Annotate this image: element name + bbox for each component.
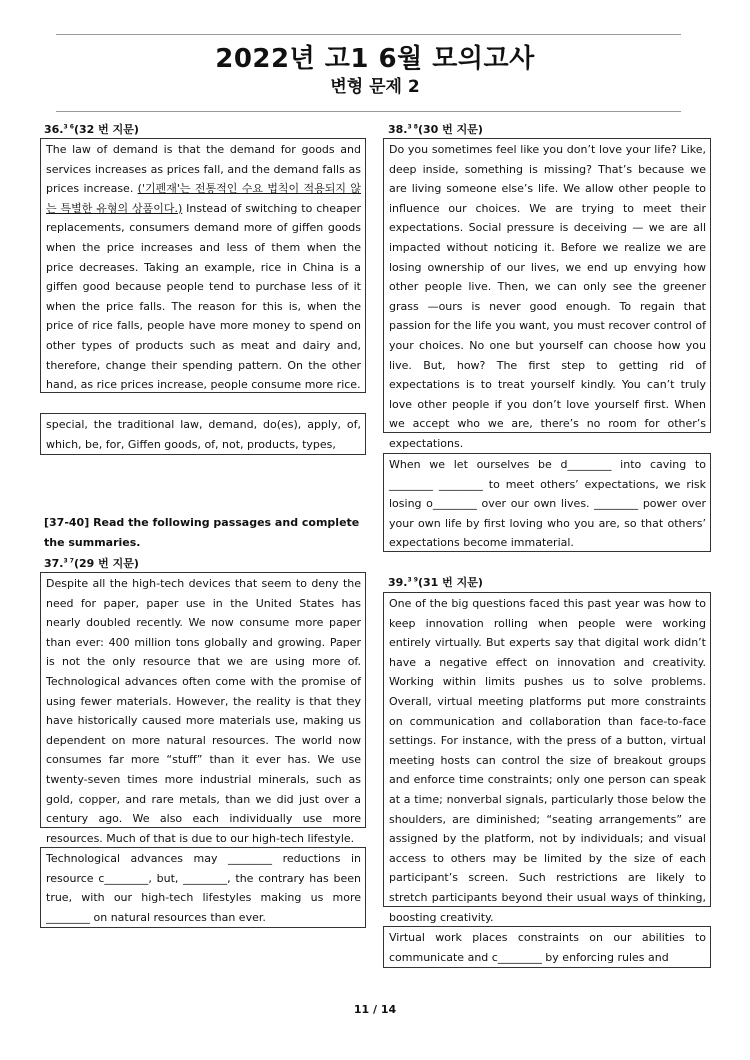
q36-word-bank: special, the traditional law, demand, do(es), apply, of, which, be, for, Giffen goods, of, not, products, types, <box>40 413 366 455</box>
instruction: [37-40] Read the following passages and complete the summaries. <box>44 516 360 549</box>
q37-label <box>44 555 139 571</box>
q37-summary: Technological advances may ________ reductions in resource c________, but, ________, the contrary has been true, with our high-tech lifestyles making us more ________ on natural resources than ever. <box>40 847 366 928</box>
q37-number: 37. <box>44 557 64 570</box>
page-title: 2022년 고1 6월 모의고사 <box>215 44 535 74</box>
q36-passage-text-a: The law of demand is that the demand for goods and services increases as prices fall, and the demand falls as prices increase. <box>46 143 361 196</box>
top-rule <box>56 34 681 35</box>
q38-source: (30 번 지문) <box>417 123 483 136</box>
q38-summary: When we let ourselves be d________ into caving to ________ ________ to meet others’ expectations, we risk losing o________ over our own lives. ________ power over your own life by first loving who you are, so that others’ expectations become immaterial. <box>383 453 711 552</box>
q36-passage-text-b: Instead of switching to cheaper replacements, consumers demand more of giffen goods when the price increases and less of them when the price decreases. Taking an example, rice in China is a giffen good because people tend to purchase less of it when the price falls. The reason for this is, when the price of rice falls, people have more money to spend on other types of products such as meat and dairy and, therefore, change their spending pattern. On the other hand, as rice prices increase, people consume more rice. <box>46 201 361 392</box>
q39-source: (31 번 지문) <box>417 576 483 589</box>
page-number: 11 / 14 <box>353 1003 397 1016</box>
q38-number: 38. <box>388 123 408 136</box>
q36-number: 36. <box>44 123 64 136</box>
q37-passage: Despite all the high-tech devices that seem to deny the need for paper, paper use in the United States has nearly doubled recently. We now consume more paper than ever: 400 million tons globally and growing. Paper is not the only resource that we are using more of. Technological advances often come with the promise of using fewer materials. However, the reality is that they have historically caused more materials use, making us dependent on more natural resources. The world now consumes far more “stuff” than it ever has. We use twenty-seven times more industrial minerals, such as gold, copper, and rare metals, than we did just over a century ago. We also each individually use more resources. Much of that is due to our high-tech lifestyle. <box>40 572 366 828</box>
q39-number: 39. <box>388 576 408 589</box>
q37-superscript: 3 7 <box>63 557 74 565</box>
q36-superscript: 3 6 <box>63 123 74 131</box>
q36-passage <box>40 138 366 393</box>
q38-passage: Do you sometimes feel like you don’t love your life? Like, deep inside, something is missing? That’s because we are living someone else’s life. We allow other people to influence our choices. We are trying to meet their expectations. Social pressure is deceiving — we are all impacted without noticing it. Before we realize we are losing ownership of our lives, we end up envying how other people live. Then, we can only see the greener grass —ours is never good enough. To regain that passion for the life you want, you must recover control of your choices. No one but yourself can choose how you live. But, how? The first step to getting rid of expectations is to treat yourself kindly. You can’t truly love other people if you don’t love yourself first. When we accept who we are, there’s no room for other’s expectations. <box>383 138 711 433</box>
q39-passage: One of the big questions faced this past year was how to keep innovation rolling when people were working entirely virtually. But experts say that digital work didn’t have a negative effect on innovation and creativity. Working within limits pushes us to solve problems. Overall, virtual meeting platforms put more constraints on communication and collaboration than face-to-face settings. For instance, with the press of a button, virtual meeting hosts can control the size of breakout groups and enforce time constraints; only one person can speak at a time; nonverbal signals, particularly those below the shoulders, are diminished; “seating arrangements” are assigned by the platform, not by individuals; and visual access to others may be limited by the size of each participant’s screen. Such restrictions are likely to stretch participants beyond their usual ways of thinking, boosting creativity. <box>383 592 711 907</box>
header-rule <box>56 111 681 112</box>
q36-source: (32 번 지문) <box>73 123 139 136</box>
q39-label <box>388 574 483 590</box>
q36-passage-korean: ('기펜재'는 전통적인 수요 법칙이 적용되지 않는 특별한 유형의 상품이다.) <box>46 182 362 215</box>
q38-label <box>388 121 483 137</box>
q37-source: (29 번 지문) <box>73 557 139 570</box>
page-subtitle: 변형 문제 2 <box>330 77 420 97</box>
q38-superscript: 3 8 <box>407 123 418 131</box>
q36-label <box>44 121 139 137</box>
q39-superscript: 3 9 <box>407 576 418 584</box>
q39-summary: Virtual work places constraints on our abilities to communicate and c________ by enforcing rules and <box>383 926 711 968</box>
